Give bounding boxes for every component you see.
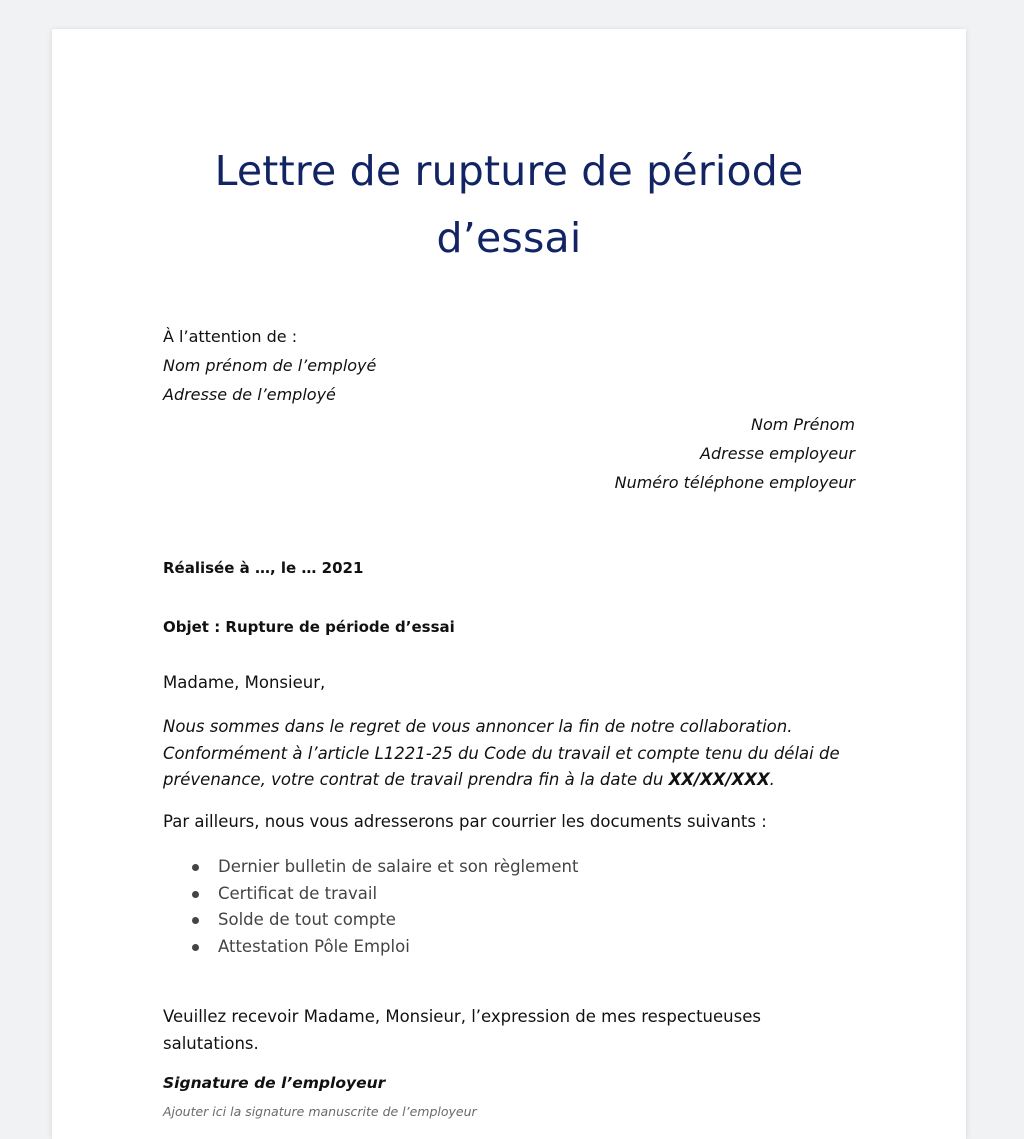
recipient-address: Adresse de l’employé bbox=[163, 385, 336, 404]
employer-block bbox=[615, 410, 855, 497]
list-item-label: Dernier bulletin de salaire et son règlement bbox=[218, 857, 579, 876]
bullet-icon bbox=[192, 891, 199, 898]
employer-address: Adresse employeur bbox=[700, 444, 855, 463]
list-item bbox=[190, 907, 578, 934]
letter-title bbox=[52, 138, 966, 272]
object-line: Objet : Rupture de période d’essai bbox=[163, 618, 455, 636]
list-item-label: Attestation Pôle Emploi bbox=[218, 937, 410, 957]
letter-title-line2: d’essai bbox=[436, 214, 582, 262]
documents-list bbox=[190, 854, 578, 961]
list-item bbox=[190, 854, 578, 881]
bullet-icon bbox=[192, 864, 199, 871]
letter-title-line1: Lettre de rupture de période bbox=[214, 147, 804, 195]
body-text: Nous sommes dans le regret de vous annoncer la fin de notre collaboration. Conformément à l’article L1221-25 du Code du travail et compte tenu du délai de prévenance, votre contrat de travail prendra fin à la date du bbox=[163, 717, 840, 789]
recipient-attention: À l’attention de : bbox=[163, 327, 298, 346]
end-date-placeholder: XX/XX/XXX bbox=[668, 770, 770, 789]
recipient-name: Nom prénom de l’employé bbox=[163, 356, 377, 375]
documents-intro: Par ailleurs, nous vous adresserons par courrier les documents suivants : bbox=[163, 812, 767, 831]
list-item bbox=[190, 881, 578, 908]
signature-hint: Ajouter ici la signature manuscrite de l’employeur bbox=[163, 1104, 477, 1119]
closing-formula: Veuillez recevoir Madame, Monsieur, l’expression de mes respectueuses salutations. bbox=[163, 1007, 761, 1053]
bullet-icon bbox=[192, 917, 199, 924]
body-paragraph bbox=[163, 714, 863, 794]
employer-phone: Numéro téléphone employeur bbox=[614, 473, 855, 492]
salutation: Madame, Monsieur, bbox=[163, 673, 326, 692]
recipient-block bbox=[163, 322, 376, 409]
date-line: Réalisée à …, le … 2021 bbox=[163, 559, 364, 577]
body-end-punctuation: . bbox=[769, 770, 775, 789]
bullet-icon bbox=[192, 944, 199, 951]
list-item bbox=[190, 934, 578, 961]
list-item-label: Solde de tout compte bbox=[218, 910, 396, 930]
employer-name: Nom Prénom bbox=[750, 415, 855, 434]
signature-label: Signature de l’employeur bbox=[163, 1074, 386, 1092]
list-item-label: Certificat de travail bbox=[218, 883, 378, 903]
